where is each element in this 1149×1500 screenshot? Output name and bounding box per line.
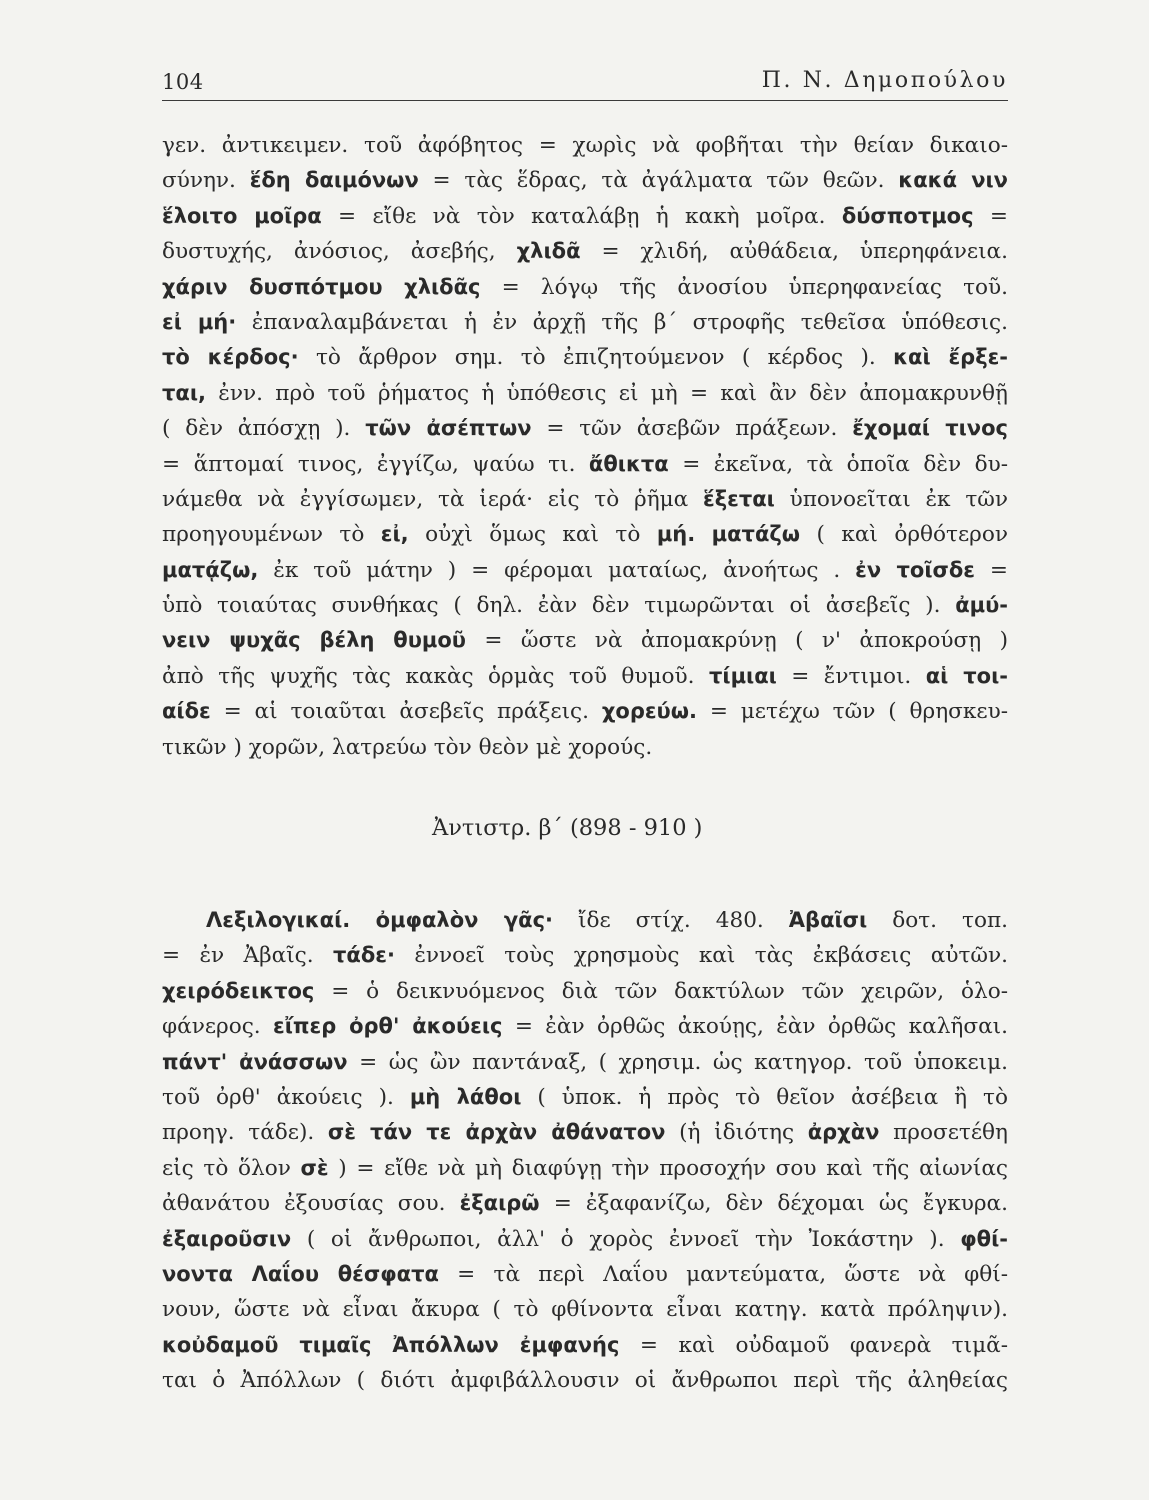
- text-segment: ἐνν. πρὸ τοῦ ῥήματος ἡ ὑπόθεσις εἰ μὴ = καὶ ἂν δὲν ἀπομακρυνθῇ: [206, 380, 1008, 406]
- text-segment: ἐννοεῖ τοὺς χρησμοὺς καὶ τὰς ἐκβάσεις αὐτῶν.: [394, 943, 1008, 969]
- text-line: [162, 199, 1008, 234]
- lemma-term: τάδε·: [333, 943, 395, 968]
- text-segment: ὑπὸ τοιαύτας συνθήκας ( δηλ. ἐὰν δὲν τιμωρῶνται οἱ ἀσεβεῖς ).: [162, 593, 956, 619]
- running-head: Π. Ν. Δημοπούλου: [761, 68, 1008, 93]
- text-segment: = τὰς ἕδρας, τὰ ἀγάλματα τῶν θεῶν.: [418, 168, 899, 194]
- lemma-term: ται,: [162, 380, 206, 405]
- text-segment: ἀπὸ τῆς ψυχῆς τὰς κακὰς ὁρμὰς τοῦ θυμοῦ.: [162, 663, 709, 689]
- lemma-term: εἰ μή·: [162, 309, 237, 334]
- text-line: [162, 1328, 1008, 1363]
- text-line: [162, 234, 1008, 269]
- text-segment: = ἐν Ἀβαῖς.: [162, 943, 334, 969]
- lemma-term: κοὐδαμοῦ τιμαῖς Ἀπόλλων ἐμφανής: [162, 1332, 620, 1357]
- lemma-term: ἀρχὰν: [807, 1120, 880, 1145]
- text-segment: δοτ. τοπ.: [867, 908, 1008, 933]
- section-title: Ἀντιστρ. β΄ (898 - 910 ): [432, 815, 703, 841]
- text-segment: σύνην.: [162, 168, 250, 194]
- text-segment: ( δὲν ἀπόσχῃ ).: [162, 416, 366, 442]
- lemma-term: εἰ,: [380, 522, 409, 547]
- lemma-term: καὶ ἔρξε-: [893, 345, 1009, 370]
- text-line: [162, 903, 1008, 938]
- text-line: [162, 623, 1008, 658]
- text-segment: ἐπαναλαμβάνεται ἡ ἐν ἀρχῇ τῆς β΄ στροφῆς τεθεῖσα ὑπόθεσις.: [236, 309, 1008, 335]
- text-segment: [695, 522, 711, 547]
- text-segment: = τῶν ἀσεβῶν πράξεων.: [531, 416, 853, 442]
- text-segment: γεν. ἀντικειμεν. τοῦ ἀφόβητος = χωρὶς νὰ φοβῆται τὴν θείαν δικαιο-: [162, 133, 1008, 158]
- text-segment: = ὁ δεικνυόμενος διὰ τῶν δακτύλων τῶν χειρῶν, ὁλο-: [314, 978, 1008, 1004]
- text-segment: = τὰ περὶ Λαΐου μαντεύματα, ὥστε νὰ φθί-: [438, 1261, 1008, 1287]
- lemma-term: σὲ τάν τε ἀρχὰν ἀθάνατον: [327, 1120, 666, 1145]
- lemma-term: πάντ' ἀνάσσων: [162, 1049, 348, 1074]
- lemma-term: ἀμύ-: [955, 593, 1008, 618]
- text-segment: = ἐκεῖνα, τὰ ὁποῖα δὲν δυ-: [668, 451, 1008, 477]
- text-segment: εἰς τὸ ὅλον: [162, 1155, 301, 1181]
- text-segment: φάνερος.: [162, 1014, 274, 1040]
- text-line: [162, 588, 1008, 623]
- text-line: [162, 447, 1008, 482]
- text-line: [162, 305, 1008, 340]
- text-segment: = μετέχω τῶν ( θρησκευ-: [696, 699, 1008, 725]
- lemma-term: ἐξαιροῦσιν: [162, 1226, 292, 1251]
- commentary-block-2: [162, 903, 1008, 1398]
- text-segment: προηγ. τάδε).: [162, 1120, 328, 1146]
- text-segment: ἴδε στίχ. 480.: [553, 908, 789, 933]
- lemma-term: σὲ: [300, 1155, 329, 1180]
- text-line: [162, 1292, 1008, 1327]
- text-line: [162, 694, 1008, 729]
- text-segment: = καὶ οὐδαμοῦ φανερὰ τιμᾶ-: [619, 1332, 1008, 1358]
- text-segment: (ἡ ἰδιότης: [665, 1120, 808, 1146]
- text-segment: = ὥστε νὰ ἀπομακρύνῃ ( ν' ἀποκρούσῃ ): [465, 628, 1008, 654]
- lemma-term: ἔχομαί τινος: [852, 416, 1008, 441]
- lemma-term: φθί-: [960, 1226, 1008, 1251]
- text-segment: =: [973, 203, 1008, 229]
- text-segment: προηγουμένων τὸ: [162, 522, 381, 548]
- page-number: 104: [162, 70, 204, 94]
- header-rule: [162, 100, 1008, 101]
- text-line: [162, 1257, 1008, 1292]
- text-line: [162, 1045, 1008, 1080]
- text-line: [162, 1186, 1008, 1221]
- lemma-term: κακά νιν: [898, 168, 1008, 193]
- text-segment: προσετέθη: [879, 1120, 1008, 1146]
- lemma-term: εἴπερ ὀρθ' ἀκούεις: [273, 1014, 503, 1039]
- text-line: [162, 1151, 1008, 1186]
- text-segment: ὑπονοεῖται ἐκ τῶν: [774, 486, 1008, 512]
- lemma-term: αἱ τοι-: [925, 663, 1008, 688]
- text-line: [162, 376, 1008, 411]
- lemma-term: νοντα Λαΐου θέσφατα: [162, 1261, 439, 1286]
- text-segment: = ἅπτομαί τινος, ἐγγίζω, ψαύω τι.: [162, 451, 589, 477]
- text-segment: =: [974, 557, 1008, 583]
- lemma-term: ἕλοιτο μοῖρα: [162, 203, 322, 228]
- text-line: [162, 128, 1008, 163]
- text-line: [162, 411, 1008, 446]
- text-line: [162, 517, 1008, 552]
- text-segment: δυστυχής, ἀνόσιος, ἀσεβής,: [162, 239, 517, 265]
- lemma-term: τὸ κέρδος·: [162, 345, 299, 370]
- lemma-term: ἕξεται: [703, 486, 775, 511]
- text-segment: = χλιδή, αὐθάδεια, ὑπερηφάνεια.: [580, 239, 1008, 265]
- lemma-term: χλιδᾶ: [516, 239, 581, 264]
- lemma-term: ματᾴζω,: [162, 557, 259, 582]
- text-segment: ται ὁ Ἀπόλλων ( διότι ἀμφιβάλλουσιν οἱ ἄνθρωποι περὶ τῆς ἀληθείας: [162, 1368, 1008, 1394]
- page-header: [162, 66, 1008, 100]
- commentary-block-1: [162, 128, 1008, 765]
- text-line: [162, 659, 1008, 694]
- text-segment: οὐχὶ ὅμως καὶ τὸ: [408, 522, 657, 548]
- lemma-term: χορεύω.: [601, 699, 697, 724]
- lemma-term: ἐν τοῖσδε: [855, 557, 975, 582]
- lemma-term: αίδε: [162, 699, 211, 724]
- text-line: [162, 1222, 1008, 1257]
- text-line: [162, 938, 1008, 973]
- text-segment: = ἐξαφανίζω, δὲν δέχομαι ὡς ἔγκυρα.: [539, 1191, 1008, 1217]
- text-segment: ) = εἴθε νὰ μὴ διαφύγῃ τὴν προσοχήν σου καὶ τῆς αἰωνίας: [328, 1155, 1008, 1181]
- lemma-term: χειρόδεικτος: [162, 978, 315, 1003]
- lemma-term: νειν ψυχᾶς βέλη θυμοῦ: [162, 628, 466, 653]
- lemma-term: τίμιαι: [708, 663, 777, 688]
- text-segment: = εἴθε νὰ τὸν καταλάβῃ ἡ κακὴ μοῖρα.: [321, 203, 842, 229]
- text-line: [162, 340, 1008, 375]
- text-segment: ἀθανάτου ἐξουσίας σου.: [162, 1191, 460, 1217]
- text-line: [162, 730, 1008, 765]
- lemma-term: ἕδη δαιμόνων: [249, 168, 419, 193]
- lemma-term: μὴ λάθοι: [409, 1084, 522, 1109]
- text-segment: ( ὑποκ. ἡ πρὸς τὸ θεῖον ἀσέβεια ἢ τὸ: [521, 1084, 1009, 1110]
- lemma-term: ματάζω: [711, 522, 801, 547]
- lemma-term: Λεξιλογικαί. ὀμφαλὸν γᾶς·: [206, 908, 554, 932]
- text-segment: ( καὶ ὀρθότερον: [800, 522, 1008, 548]
- lemma-term: ἄθικτα: [588, 451, 669, 476]
- text-segment: ἐκ τοῦ μάτην ) = φέρομαι ματαίως, ἀνοήτως .: [258, 557, 856, 583]
- text-segment: = ἐὰν ὀρθῶς ἀκούῃς, ἐὰν ὀρθῶς καλῆσαι.: [502, 1014, 1008, 1040]
- text-line: [162, 1080, 1008, 1115]
- text-segment: τοῦ ὀρθ' ἀκούεις ).: [162, 1084, 410, 1110]
- text-line: [162, 482, 1008, 517]
- text-line: [162, 1009, 1008, 1044]
- text-line: [162, 1115, 1008, 1150]
- lemma-term: χάριν δυσπότμου χλιδᾶς: [162, 274, 481, 299]
- text-line: [162, 270, 1008, 305]
- text-line: [162, 1363, 1008, 1398]
- text-line: [162, 553, 1008, 588]
- lemma-term: Ἀβαῖσι: [788, 908, 868, 932]
- text-segment: = ἔντιμοι.: [776, 663, 926, 689]
- text-segment: νουν, ὥστε νὰ εἶναι ἄκυρα ( τὸ φθίνοντα εἶναι κατηγ. κατὰ πρόληψιν).: [162, 1297, 1008, 1323]
- text-segment: νάμεθα νὰ ἐγγίσωμεν, τὰ ἱερά· εἰς τὸ ῥῆμα: [162, 486, 704, 512]
- lemma-term: τῶν ἀσέπτων: [365, 416, 532, 441]
- text-segment: τικῶν ) χορῶν, λατρεύω τὸν θεὸν μὲ χορούς.: [162, 734, 653, 760]
- text-segment: τὸ ἄρθρον σημ. τὸ ἐπιζητούμενον ( κέρδος ).: [298, 345, 894, 371]
- text-segment: = ὡς ὢν παντάναξ, ( χρησιμ. ὡς κατηγορ. τοῦ ὑποκειμ.: [347, 1049, 1008, 1075]
- text-segment: ( οἱ ἄνθρωποι, ἀλλ' ὁ χορὸς ἐννοεῖ τὴν Ἰοκάστην ).: [291, 1226, 961, 1252]
- lemma-term: ἐξαιρῶ: [459, 1191, 540, 1216]
- text-line: [162, 974, 1008, 1009]
- text-segment: = λόγῳ τῆς ἀνοσίου ὑπερηφανείας τοῦ.: [480, 274, 1009, 300]
- lemma-term: δύσποτμος: [841, 203, 974, 228]
- text-segment: = αἱ τοιαῦται ἀσεβεῖς πράξεις.: [210, 699, 602, 725]
- text-line: [162, 163, 1008, 198]
- lemma-term: μή.: [656, 522, 696, 547]
